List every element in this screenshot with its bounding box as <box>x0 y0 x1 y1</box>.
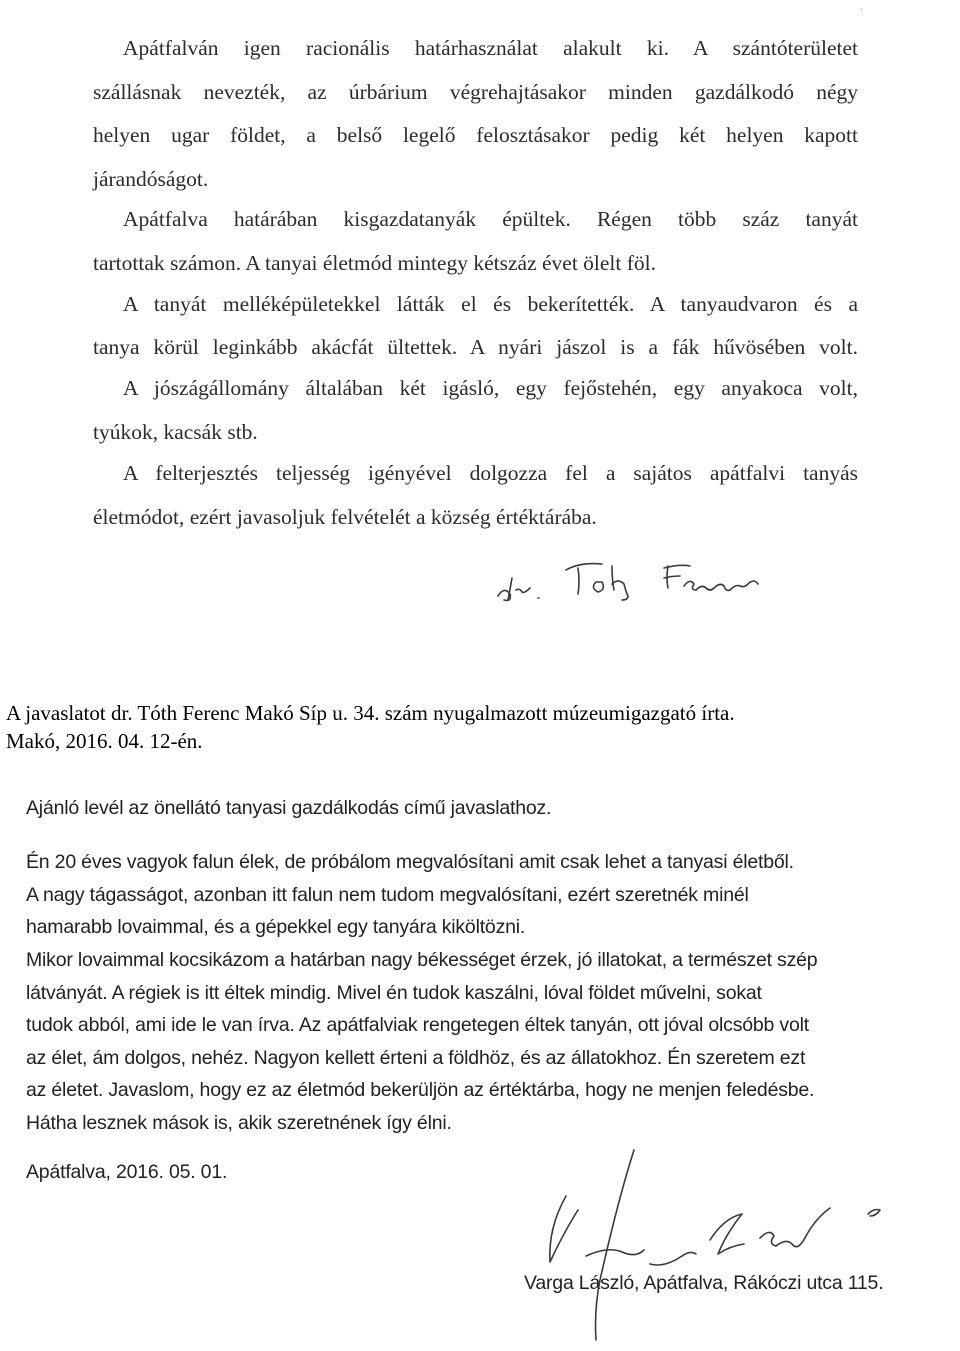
signature-varga-laszlo <box>550 1150 880 1340</box>
letter-2-line: az életet. Javaslom, hogy ez az életmód bekerüljön az értéktárba, hogy ne menjen feledésbe. <box>26 1079 815 1101</box>
letter-1-line: Apátfalva határában kisgazdatanyák épültek. Régen több száz tanyát <box>123 207 858 231</box>
letter-1-line: A tanyát melléképületekkel látták el és bekerítették. A tanyaudvaron és a <box>123 292 858 316</box>
letter-1-line: helyen ugar földet, a belső legelő felosztásakor pedig két helyen kapott <box>93 123 858 147</box>
letter-2-line: A nagy tágasságot, azonban itt falun nem tudom megvalósítani, ezért szeretnék minél <box>26 884 749 906</box>
letter-1-line: A jószágállomány általában két igásló, egy fejőstehén, egy anyakoca volt, <box>123 376 858 400</box>
letter-1-line: szállásnak nevezték, az úrbárium végrehajtásakor minden gazdálkodó négy <box>93 80 858 104</box>
letter-1-line: tyúkok, kacsák stb. <box>93 420 258 444</box>
caption-author-line: A javaslatot dr. Tóth Ferenc Makó Síp u. 34. szám nyugalmazott múzeumigazgató írta. <box>6 701 735 725</box>
letter-1-line: tanya körül leginkább akácfát ültettek. A nyári jászol is a fák hűvösében volt. <box>93 335 858 359</box>
letter-2-line: hamarabb lovaimmal, és a gépekkel egy tanyára kiköltözni. <box>26 916 526 938</box>
letter-2-line: tudok abból, ami ide le van írva. Az apátfalviak rengetegen éltek tanyán, ott jóval olcsóbb volt <box>26 1014 809 1036</box>
letter-2-title: Ajánló levél az önellátó tanyasi gazdálkodás című javaslathoz. <box>26 797 552 819</box>
letter-1-line: járandóságot. <box>93 167 209 191</box>
letter-2-line: az élet, ám dolgos, nehéz. Nagyon kellett érteni a földhöz, és az állatokhoz. Én szeretem ezt <box>26 1047 806 1069</box>
letter-2-line: látványát. A régiek is itt éltek mindig. Mivel én tudok kaszálni, lóval földet művelni, sokat <box>26 982 762 1004</box>
letter-2-line: Én 20 éves vagyok falun élek, de próbálom megvalósítani amit csak lehet a tanyasi életből. <box>26 851 794 873</box>
letter-1-line: A felterjesztés teljesség igényével dolgozza fel a sajátos apátfalvi tanyás <box>123 461 858 485</box>
signer-name-address: Varga László, Apátfalva, Rákóczi utca 115. <box>524 1272 884 1294</box>
signature-toth-ferenc <box>498 564 758 601</box>
letter-2-line: Mikor lovaimmal kocsikázom a határban nagy békességet érzek, jó illatokat, a természet szép <box>26 949 818 971</box>
scan-speck: · <box>860 4 864 15</box>
caption-date-line: Makó, 2016. 04. 12-én. <box>6 729 203 753</box>
letter-1-line: tartottak számon. A tanyai életmód mintegy kétszáz évet ölelt föl. <box>93 251 657 275</box>
place-date: Apátfalva, 2016. 05. 01. <box>26 1161 228 1183</box>
letter-1-line: életmódot, ezért javasoljuk felvételét a község értéktárába. <box>93 505 597 529</box>
letter-1-line: Apátfalván igen racionális határhasználat alakult ki. A szántóterületet <box>123 36 858 60</box>
letter-2-line: Hátha lesznek mások is, akik szeretnének így élni. <box>26 1112 452 1134</box>
